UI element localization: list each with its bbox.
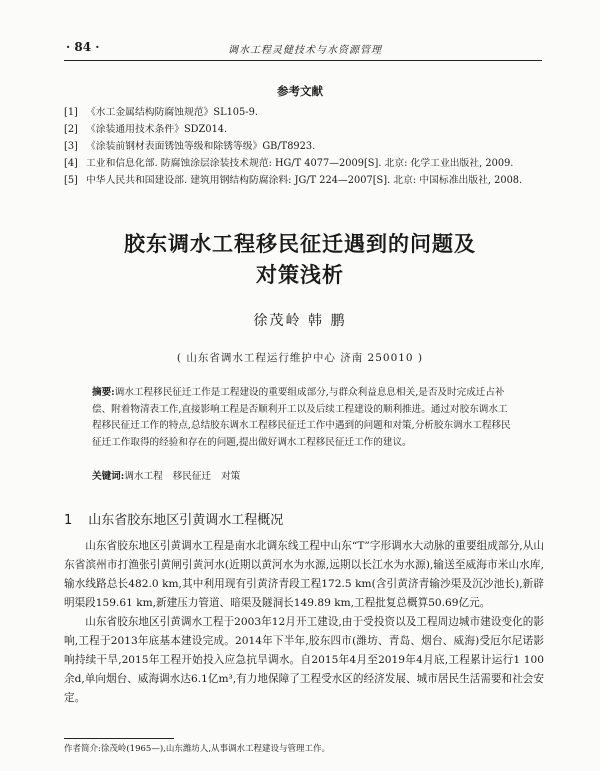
body-paragraph: 山东省胶东地区引黄调水工程于2003年12月开工建设,由于受投资以及工程周边城市建设变化的影响,工程于2013年底基本建设完成。2014年下半年,胶东四市(潍坊、青岛、烟台、威海)受厄尔尼诺影响持续干旱,2015年工程开始投入应急抗旱调水。自2015年4月至2019年4月底,工程累计运行1 100余d,单向烟台、威海调水达6.1亿m³,有力地保障了工程受水区的经济发展、城市居民生活需要和社会安定。 xyxy=(64,616,544,704)
reference-number: [3] xyxy=(64,141,78,152)
reference-item xyxy=(64,155,534,172)
keywords-label: 关键词: xyxy=(92,471,125,482)
abstract xyxy=(92,385,512,451)
reference-number: [2] xyxy=(64,124,78,135)
references-list xyxy=(64,104,534,189)
section-heading xyxy=(64,509,283,528)
keyword: 移民征迁 xyxy=(172,471,212,482)
reference-item xyxy=(64,104,534,121)
running-title: 调水工程灵健技术与水资源管理 xyxy=(228,45,382,56)
reference-number: [5] xyxy=(64,175,78,186)
page-number: · 84 · xyxy=(66,40,100,54)
reference-text: 中华人民共和国建设部. 建筑用钢结构防腐涂料: JG/T 224—2007[S]. 北京: 中国标准出版社, 2008. xyxy=(86,175,523,186)
reference-text: 《涂装通用技术条件》SDZ014. xyxy=(86,124,228,135)
reference-item xyxy=(64,172,534,189)
author-footnote: 作者简介:徐茂岭(1965—),山东潍坊人,从事调水工程建设与管理工作。 xyxy=(64,744,331,754)
reference-number: [4] xyxy=(64,158,78,169)
abstract-label: 摘要: xyxy=(92,387,115,398)
author-affiliation: ( 山东省调水工程运行维护中心 济南 250010 ) xyxy=(176,352,424,364)
keyword: 调水工程 xyxy=(124,471,163,482)
article-title-line1: 胶东调水工程移民征迁遇到的问题及 xyxy=(124,232,476,256)
abstract-text: 调水工程移民征迁工作是工程建设的重要组成部分,与群众利益息息相关,是否及时完成迁占补偿、附着物清表工作,直接影响工程是否顺利开工以及后续工程建设的顺利推进。通过对胶东调水工程移民征迁工作的特点,总结胶东调水工程移民征迁工作中遇到的问题和对策,分析胶东调水工程移民征迁工作取得的经验和存在的问题,提出做好调水工程移民征迁工作的建议。 xyxy=(92,387,511,448)
body-paragraph: 山东省胶东地区引黄调水工程是南水北调东线工程中山东“T”字形调水大动脉的重要组成部分,从山东省滨州市打渔张引黄闸引黄河水(近期以黄河水为水源,远期以长江水为水源),输送至威海市米山水库,输水线路总长482.0 km,其中利用现有引黄济青段工程172.5 km(含引黄济青输沙渠及沉沙池长),新辟明渠段159.61 km,新建压力管道、暗渠及隧洞长149.89 km,工程批复总概算50.69亿元。 xyxy=(64,540,544,609)
reference-item xyxy=(64,121,534,138)
reference-text: 《涂装前钢材表面锈蚀等级和除锈等级》GB/T8923. xyxy=(86,141,316,152)
footnote-divider xyxy=(64,738,174,739)
header-divider xyxy=(64,60,542,61)
section-body xyxy=(64,537,544,708)
section-number: 1 xyxy=(64,513,73,528)
reference-text: 《水工金属结构防腐蚀规范》SL105-9. xyxy=(86,107,258,118)
reference-number: [1] xyxy=(64,107,78,118)
article-title-line2: 对策浅析 xyxy=(256,263,344,287)
running-header xyxy=(66,40,544,56)
article-title xyxy=(0,229,600,291)
reference-text: 工业和信息化部. 防腐蚀涂层涂装技术规范: HG/T 4077—2009[S]. 北京: 化学工业出版社, 2009. xyxy=(86,158,514,169)
section-title: 山东省胶东地区引黄调水工程概况 xyxy=(88,513,284,528)
reference-item xyxy=(64,138,534,155)
keywords xyxy=(92,469,512,485)
references-heading: 参考文献 xyxy=(277,84,323,98)
keyword: 对策 xyxy=(221,471,241,482)
article-authors: 徐茂岭 韩 鹏 xyxy=(253,313,347,329)
